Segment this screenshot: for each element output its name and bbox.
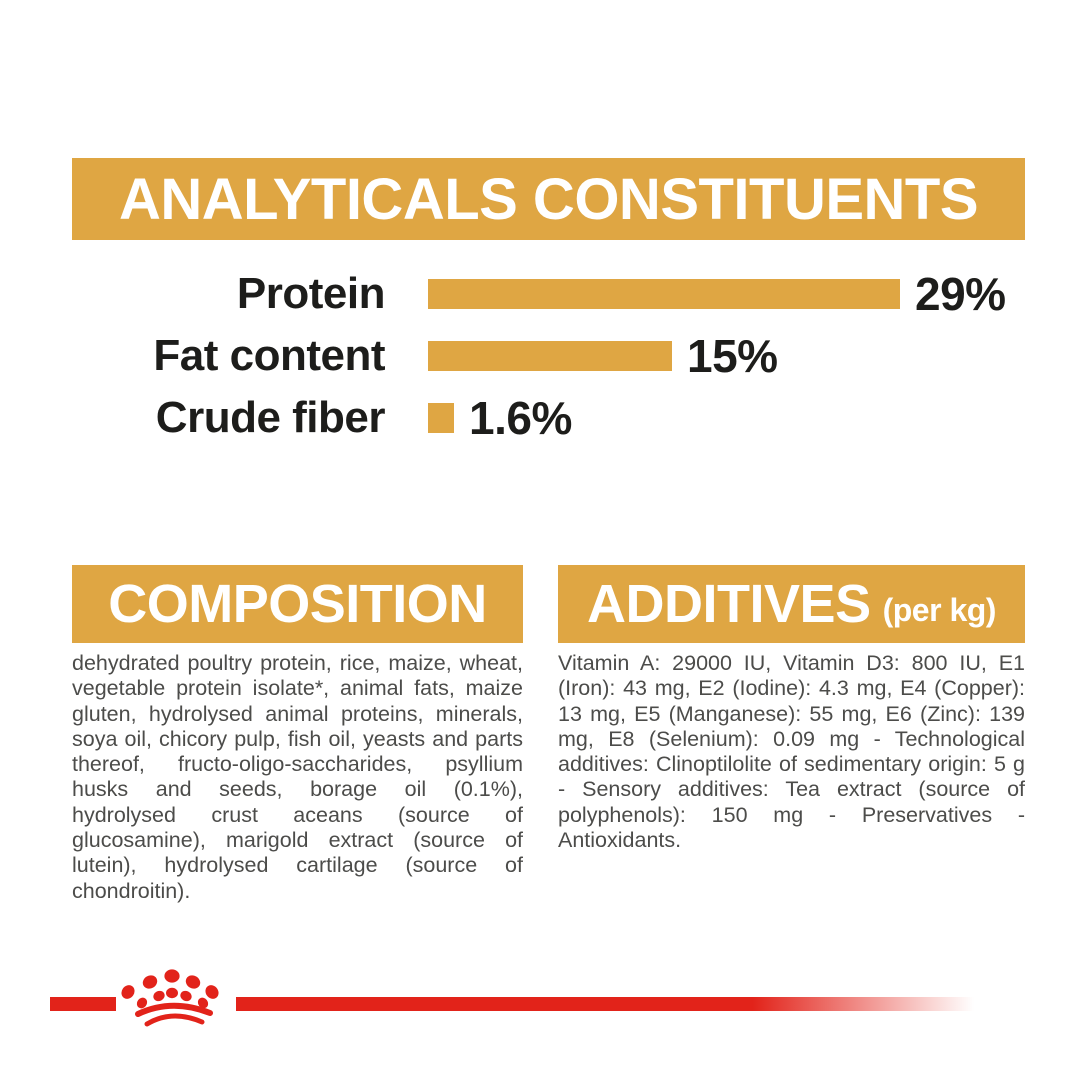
composition-banner [72, 565, 523, 643]
fiber-value: 1.6% [469, 392, 572, 444]
footer-rule-right [236, 997, 974, 1011]
footer-rule-left [50, 997, 116, 1011]
royal-canin-crown-logo [118, 966, 222, 1032]
additives-body: Vitamin A: 29000 IU, Vitamin D3: 800 IU, E1 (Iron): 43 mg, E2 (Iodine): 4.3 mg, E4 (Copper): 13 mg, E5 (Manganese): 55 mg, E6 (Zinc): 139 mg, E8 (Selenium): 0.09 mg - Technological additives: Clinoptilolite of sedimentary origin: 5 g - Sensory additives: Tea extract (source of polyphenols): 150 mg - Preservatives - Antioxidants. [558, 651, 1025, 853]
analyticals-title: ANALYTICALS CONSTITUENTS [118, 166, 979, 232]
bar-area-fiber [428, 391, 572, 445]
chart-label-protein: Protein [236, 269, 385, 318]
fiber-bar [428, 403, 454, 433]
chart-row-protein [72, 263, 1052, 325]
chart-label-fiber: Crude fiber [155, 393, 385, 442]
chart-row-fiber [72, 387, 1052, 449]
fat-value: 15% [687, 330, 778, 382]
analyticals-chart [72, 263, 1052, 449]
chart-label-fat: Fat content [153, 331, 385, 380]
protein-value: 29% [915, 268, 1006, 320]
bar-area-fat [428, 329, 778, 383]
additives-title: ADDITIVES [587, 574, 871, 634]
chart-row-fat [72, 325, 1052, 387]
bar-area-protein [428, 267, 1006, 321]
additives-banner [558, 565, 1025, 643]
analyticals-banner [72, 158, 1025, 240]
protein-bar [428, 279, 900, 309]
additives-unit: (per kg) [882, 591, 996, 628]
composition-body: dehydrated poultry protein, rice, maize, wheat, vegetable protein isolate*, animal fats, maize gluten, hydrolysed animal proteins, minerals, soya oil, chicory pulp, fish oil, yeasts and parts thereof, fructo-oligo-saccharides, psyllium husks and seeds, borage oil (0.1%), hydrolysed crust aceans (source of glucosamine), marigold extract (source of lutein), hydrolysed cartilage (source of chondroitin). [72, 651, 523, 903]
composition-title: COMPOSITION [108, 574, 487, 634]
fat-bar [428, 341, 672, 371]
